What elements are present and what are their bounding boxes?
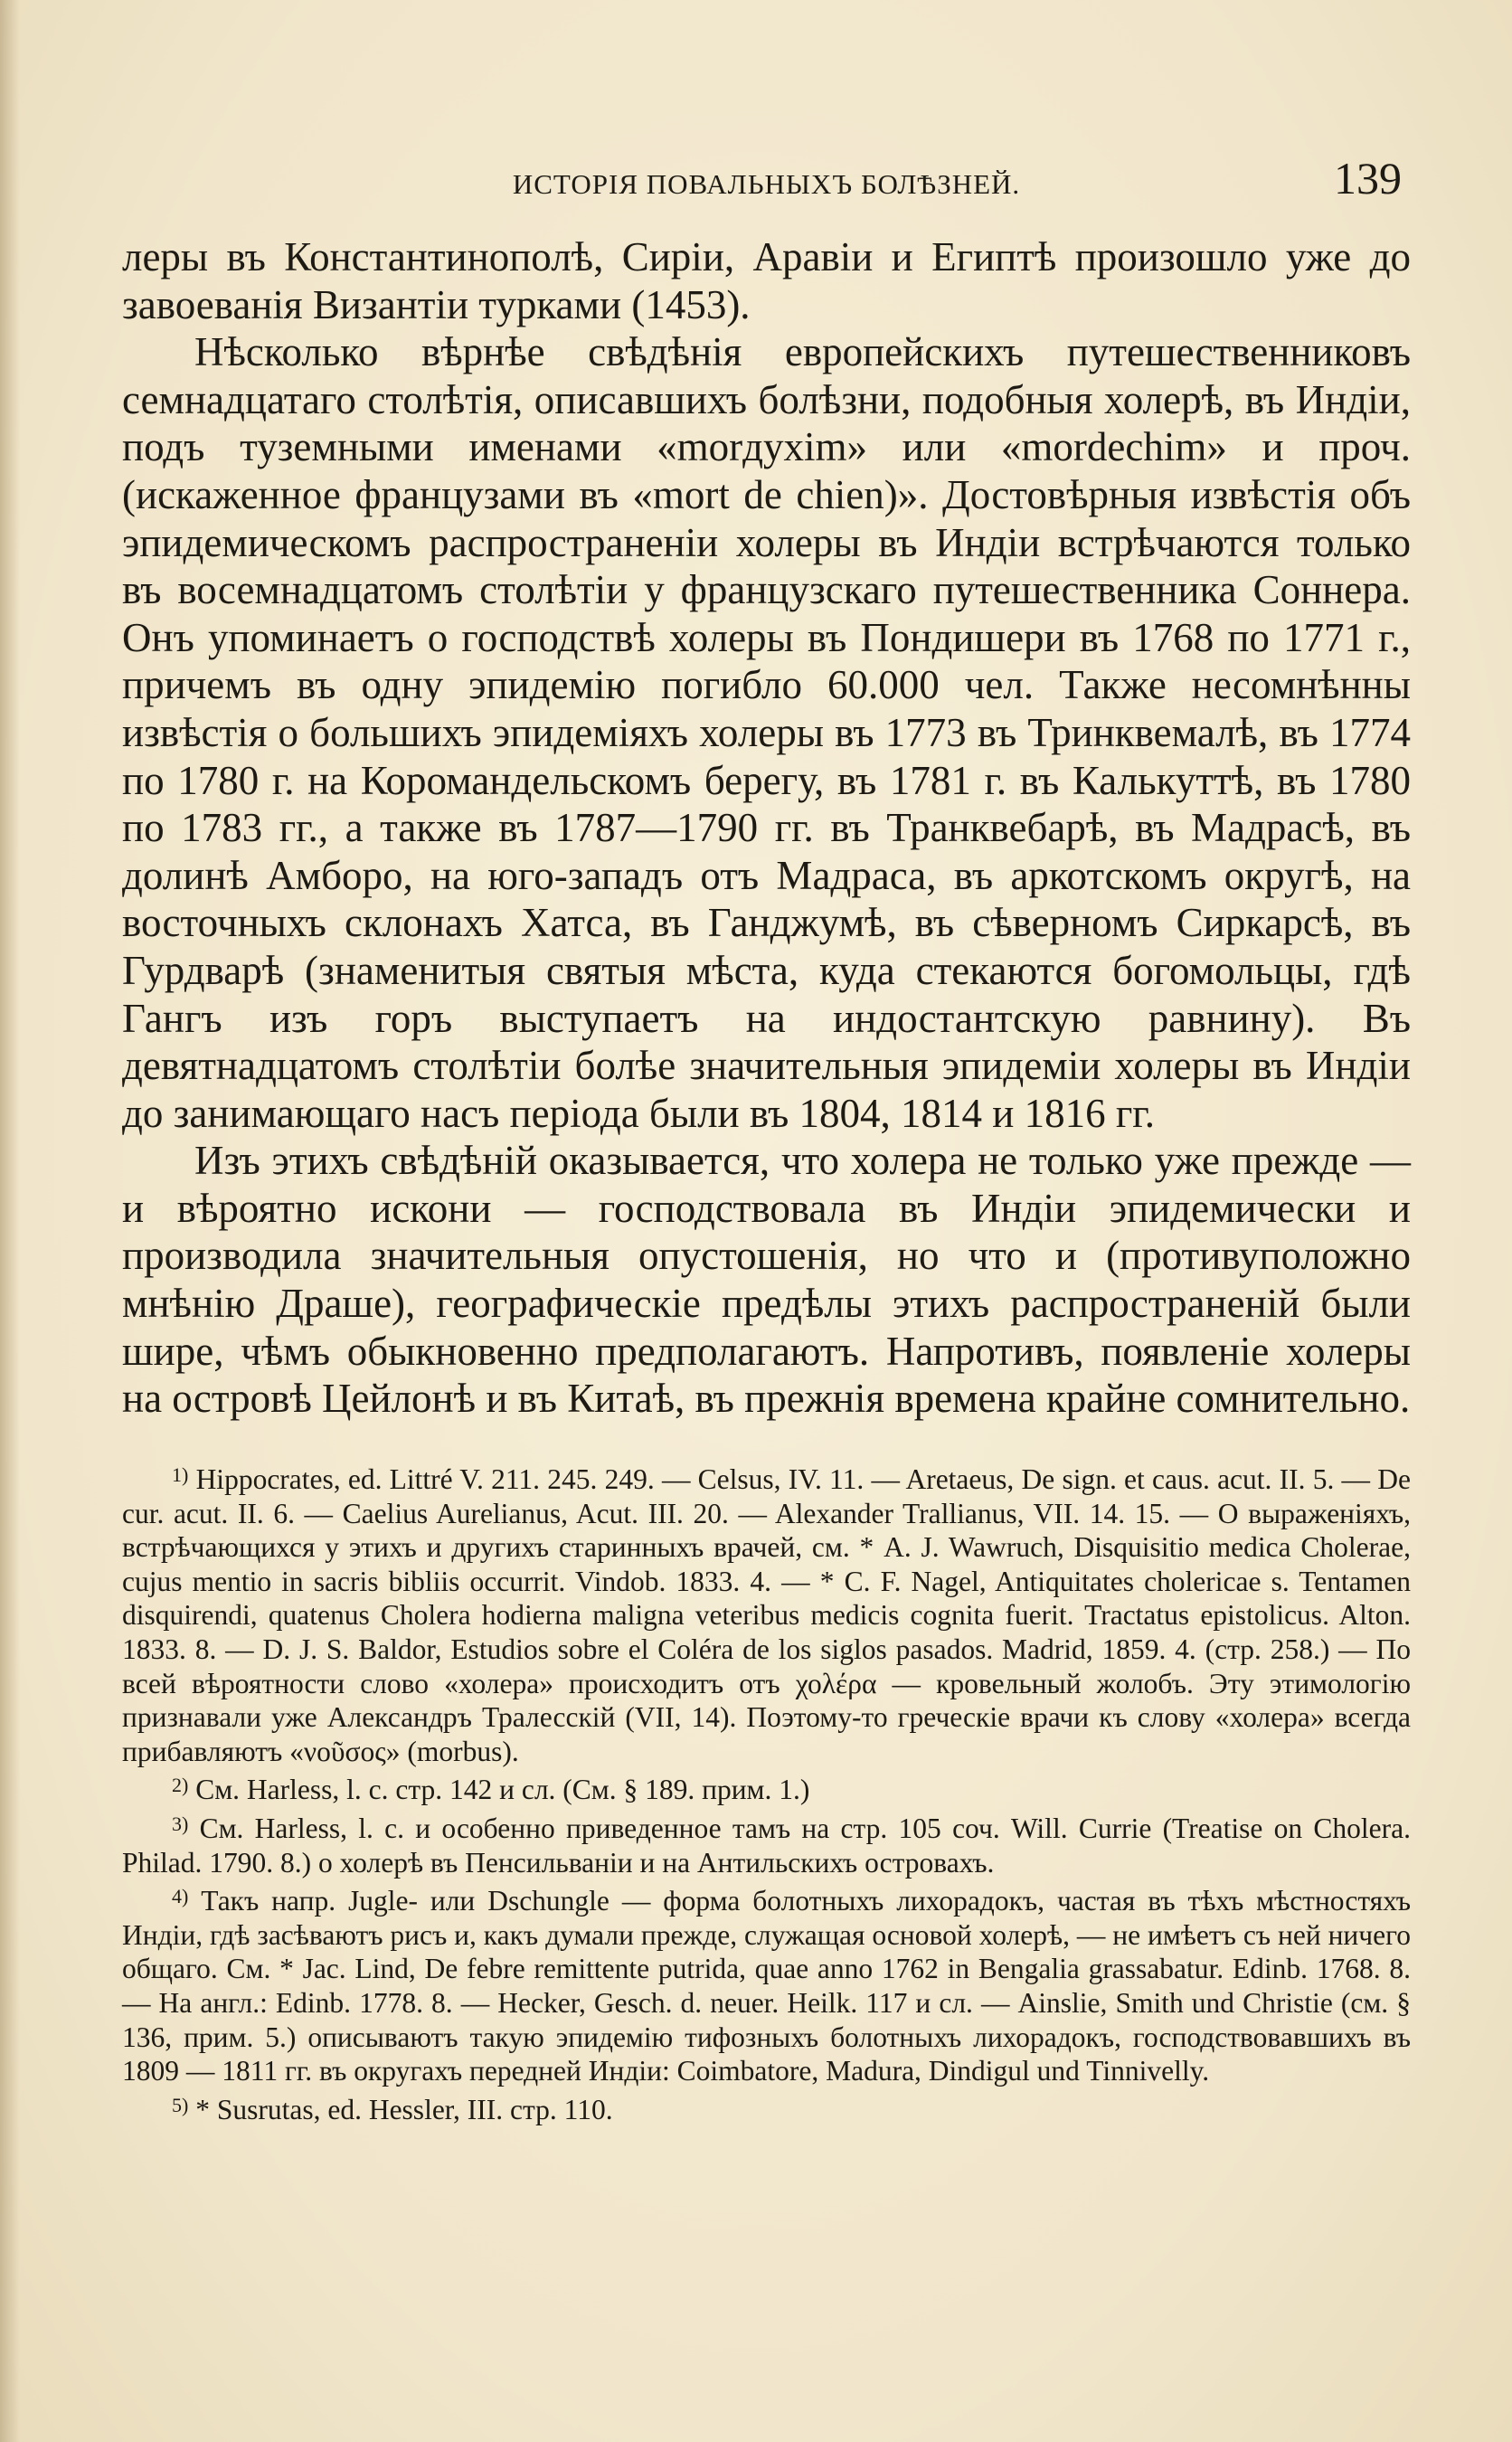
paragraph: Нѣсколько вѣрнѣе свѣдѣнія европейскихъ путешественниковъ семнадцатаго столѣтія, описавшихъ болѣзни, подобныя холерѣ, въ Индіи, подъ туземными именами «morдyxim» или «mordechim» и проч. (искаженное французами въ «mort de chien)». Достовѣрныя извѣстія объ эпидемическомъ распространеніи холеры въ Индіи встрѣчаются только въ восемнадцатомъ столѣтіи у французскаго путешественника Соннера. Онъ упоминаетъ о господствѣ холеры въ Пондишери въ 1768 по 1771 г., причемъ въ одну эпидемію погибло 60.000 чел. Также несомнѣнны извѣстія о большихъ эпидеміяхъ холеры въ 1773 въ Тринквемалѣ, въ 1774 по 1780 г. на Коромандельскомъ берегу, въ 1781 г. въ Калькуттѣ, въ 1780 по 1783 гг., а также въ 1787—1790 гг. въ Транквебарѣ, въ Мадрасѣ, въ долинѣ Амборо, на юго-западъ отъ Мадраса, въ аркотскомъ округѣ, на восточныхъ склонахъ Хатса, въ Ганджумѣ, въ сѣверномъ Сиркарсѣ, въ Гурдварѣ (знаменитыя святыя мѣста, куда стекаются богомольцы, гдѣ Гангъ изъ горъ выступаетъ на индостантскую равнину). Въ девятнадцатомъ столѣтіи болѣе значительныя эпидеміи холеры въ Индіи до занимающаго насъ періода были въ 1804, 1814 и 1816 гг. xyxy=(122,329,1411,1136)
page-number: 139 xyxy=(1334,153,1402,204)
footnote-mark: 5) xyxy=(172,2093,189,2116)
page-header xyxy=(122,152,1411,215)
footnote-text: Hippocrates, ed. Littré V. 211. 245. 249. — Celsus, IV. 11. — Aretaeus, De sign. et caus. acut. II. 5. — De cur. acut. II. 6. — Caelius Aurelianus, Acut. III. 20. — Alexander Trallianus, VII. 14. 15. — О выраженіяхъ, встрѣчающихся у этихъ и другихъ старинныхъ врачей, см. * A. J. Wawruch, Disquisitio medica Cholerae, cujus mentio in sacris bibliis occurrit. Vindob. 1833. 4. — * C. F. Nagel, Antiquitates cholericae s. Tentamen disquirendi, quatenus Cholera hodierna maligna veteribus medicis cognita fuerit. Tractatus epistolicus. Alton. 1833. 8. — D. J. S. Baldor, Estudios sobre el Coléra de los siglos pasados. Madrid, 1859. 4. (стр. 258.) — По всей вѣроятности слово «холера» происходитъ отъ χολέρα — кровельный жолобъ. Эту этимологію признавали уже Александръ Тралесскій (VII, 14). Поэтому-то греческіе врачи къ слову «холера» всегда прибавляютъ «νοῦσος» (morbus). xyxy=(122,1463,1412,1767)
footnote-text: Такъ напр. Jugle- или Dschungle — форма болотныхъ лихорадокъ, частая въ тѣхъ мѣстностяхъ Индіи, гдѣ засѣваютъ рисъ и, какъ думали прежде, служащая основой холерѣ, — не имѣетъ съ ней ничего общаго. См. * Jac. Lind, De febre remittente putrida, quae anno 1762 in Bengalia grassabatur. Edinb. 1768. 8. — На англ.: Edinb. 1778. 8. — Hecker, Gesch. d. neuer. Heilk. 117 и сл. — Ainslie, Smith und Christie (см. § 136, прим. 5.) описываютъ такую эпидемію тифозныхъ болотныхъ лихорадокъ, господствовавшихъ въ 1809 — 1811 гг. въ округахъ передней Индіи: Coimbatore, Madura, Dindigul und Tinnivelly. xyxy=(122,1885,1411,2087)
footnote-mark: 4) xyxy=(172,1885,189,1908)
main-text xyxy=(122,233,1411,1423)
page-spine-shadow xyxy=(0,0,20,2442)
footnote-text: См. Harless, l. c. и особенно приведенное тамъ на стр. 105 соч. Will. Currie (Treatise on Cholera. Philad. 1790. 8.) о холерѣ въ Пенсильваніи и на Антильскихъ островахъ. xyxy=(122,1812,1411,1879)
footnote-mark: 3) xyxy=(172,1812,189,1835)
footnote xyxy=(122,1807,1411,1879)
footnote xyxy=(122,1458,1411,1768)
paragraph: леры въ Константинополѣ, Сиріи, Аравіи и Египтѣ произошло уже до завоеванія Византіи турками (1453). xyxy=(122,234,1411,327)
footnote-mark: 2) xyxy=(172,1774,189,1797)
footnote-text: * Susrutas, ed. Hessler, III. стр. 110. xyxy=(195,2093,613,2125)
running-title: ИСТОРІЯ ПОВАЛЬНЫХЪ БОЛѢЗНЕЙ. xyxy=(512,168,1021,200)
footnotes xyxy=(122,1458,1411,2126)
footnote-text: См. Harless, l. c. стр. 142 и сл. (См. § 189. прим. 1.) xyxy=(195,1774,810,1806)
paragraph: Изъ этихъ свѣдѣній оказывается, что холера не только уже прежде — и вѣроятно искони — господствовала въ Индіи эпидемически и производила значительныя опустошенія, но что и (противуположно мнѣнію Драше), географическіе предѣлы этихъ распространеній были шире, чѣмъ обыкновенно предполагаютъ. Напротивъ, появленіе холеры на островѣ Цейлонѣ и въ Китаѣ, въ прежнія времена крайне сомнительно. xyxy=(122,1138,1411,1422)
footnote-mark: 1) xyxy=(172,1463,189,1486)
footnote xyxy=(122,1768,1411,1807)
footnote xyxy=(122,1879,1411,2088)
footnote xyxy=(122,2088,1411,2127)
